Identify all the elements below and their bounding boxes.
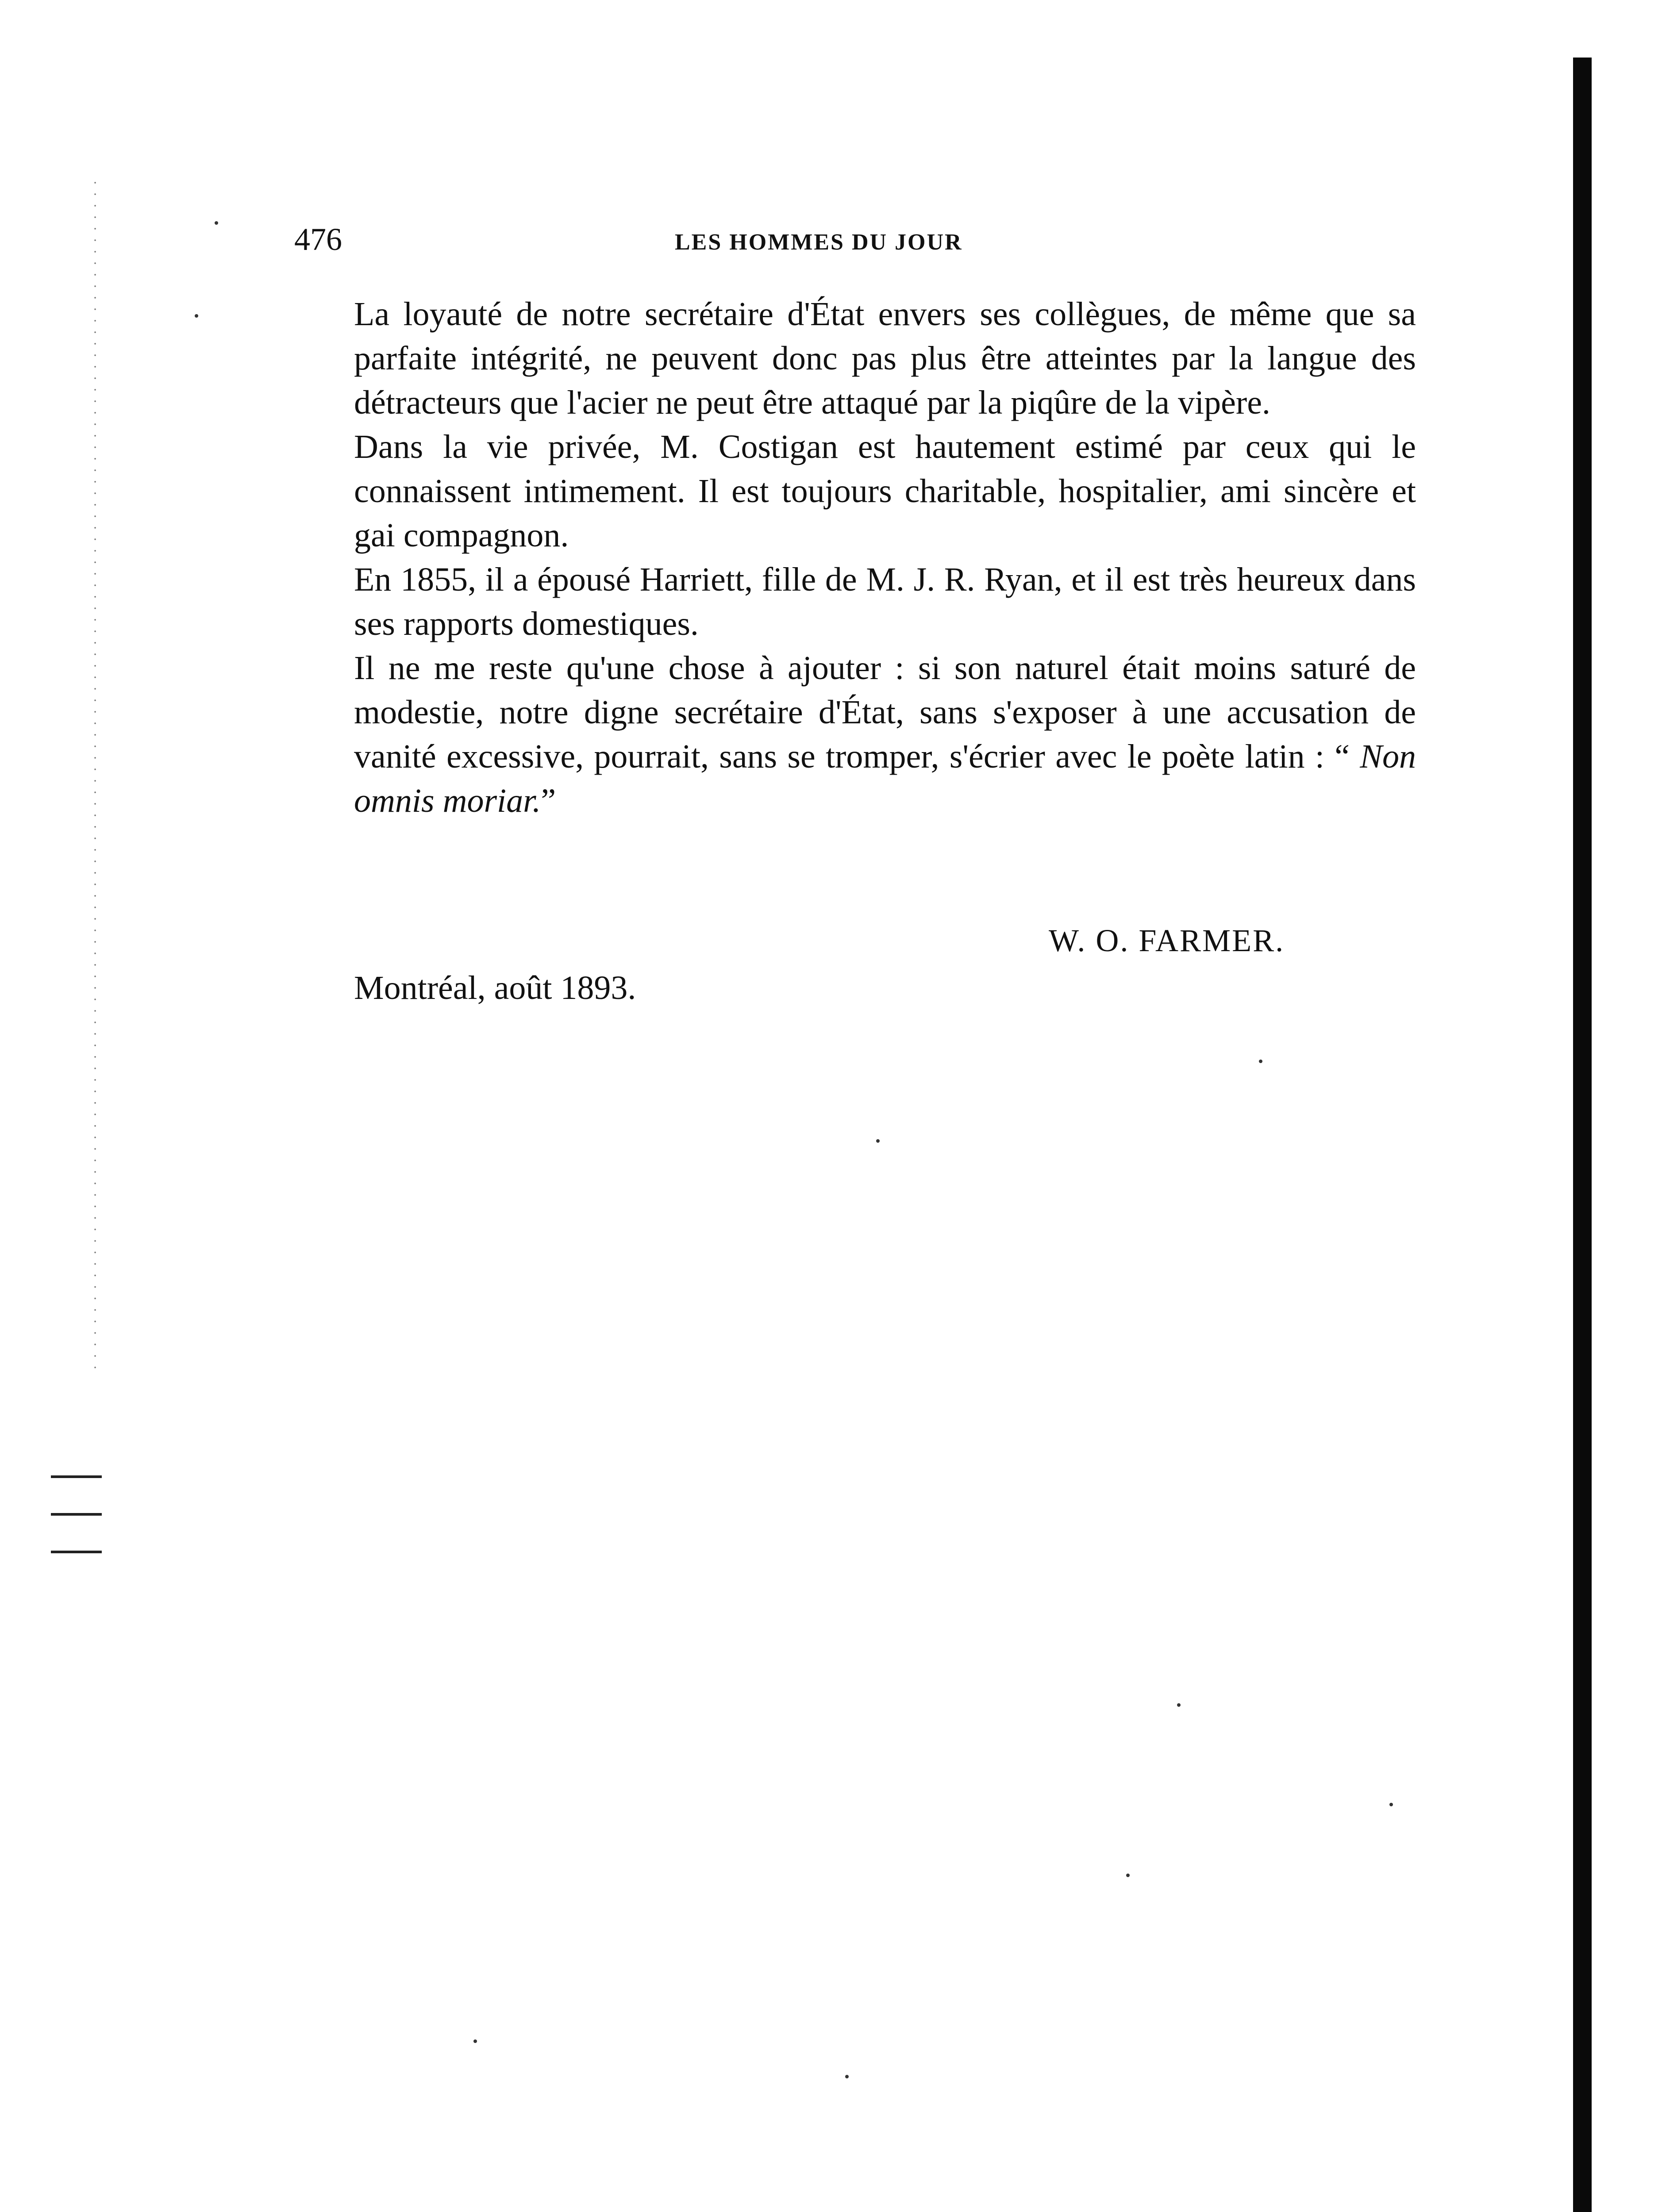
page-number: 476 <box>294 222 342 257</box>
paragraph-4-text: Il ne me reste qu'une chose à ajouter : si son naturel était moins saturé de modestie, notre digne secrétaire d'État, sans s'exposer à une accusation de vanité excessive, pourrait, sans se tromper, s'écrier avec le poète latin : <box>354 649 1416 775</box>
running-head: LES HOMMES DU JOUR <box>675 230 963 255</box>
latin-quote: Non omnis moriar. <box>354 738 1416 819</box>
speck <box>1126 1874 1130 1877</box>
gutter-dots <box>94 177 96 1371</box>
paragraph-3: En 1855, il a épousé Harriett, fille de M. J. R. Ryan, et il est très heureux dans ses rapports domestiques. <box>354 561 1416 642</box>
margin-mark <box>51 1551 102 1553</box>
speck <box>195 314 198 318</box>
margin-mark <box>51 1513 102 1516</box>
speck <box>845 2075 849 2078</box>
binding-edge <box>1573 58 1592 2212</box>
speck <box>1177 1703 1181 1707</box>
quote-open: “ <box>1335 738 1360 775</box>
margin-mark <box>51 1475 102 1478</box>
speck <box>1259 1060 1262 1063</box>
speck <box>473 2039 477 2043</box>
paragraph-1: La loyauté de notre secrétaire d'État envers ses collègues, de même que sa parfaite intégrité, ne peuvent donc pas plus être atteintes par la langue des détracteurs que l'acier ne peut être attaqué par la piqûre de la vipère. <box>354 296 1416 421</box>
dateline: Montréal, août 1893. <box>354 969 636 1006</box>
paragraph-2: Dans la vie privée, M. Costigan est hautement estimé par ceux qui le connaissent intimement. Il est toujours charitable, hospitalier, ami sincère et gai compagnon. <box>354 428 1416 554</box>
author-signature: W. O. FARMER. <box>1049 923 1285 958</box>
page-header <box>294 221 1493 270</box>
speck <box>876 1139 880 1143</box>
quote-close: ” <box>541 782 556 819</box>
paragraph-4 <box>354 646 1416 823</box>
body-text <box>354 292 1416 823</box>
speck <box>1389 1803 1393 1806</box>
speck <box>215 221 218 225</box>
